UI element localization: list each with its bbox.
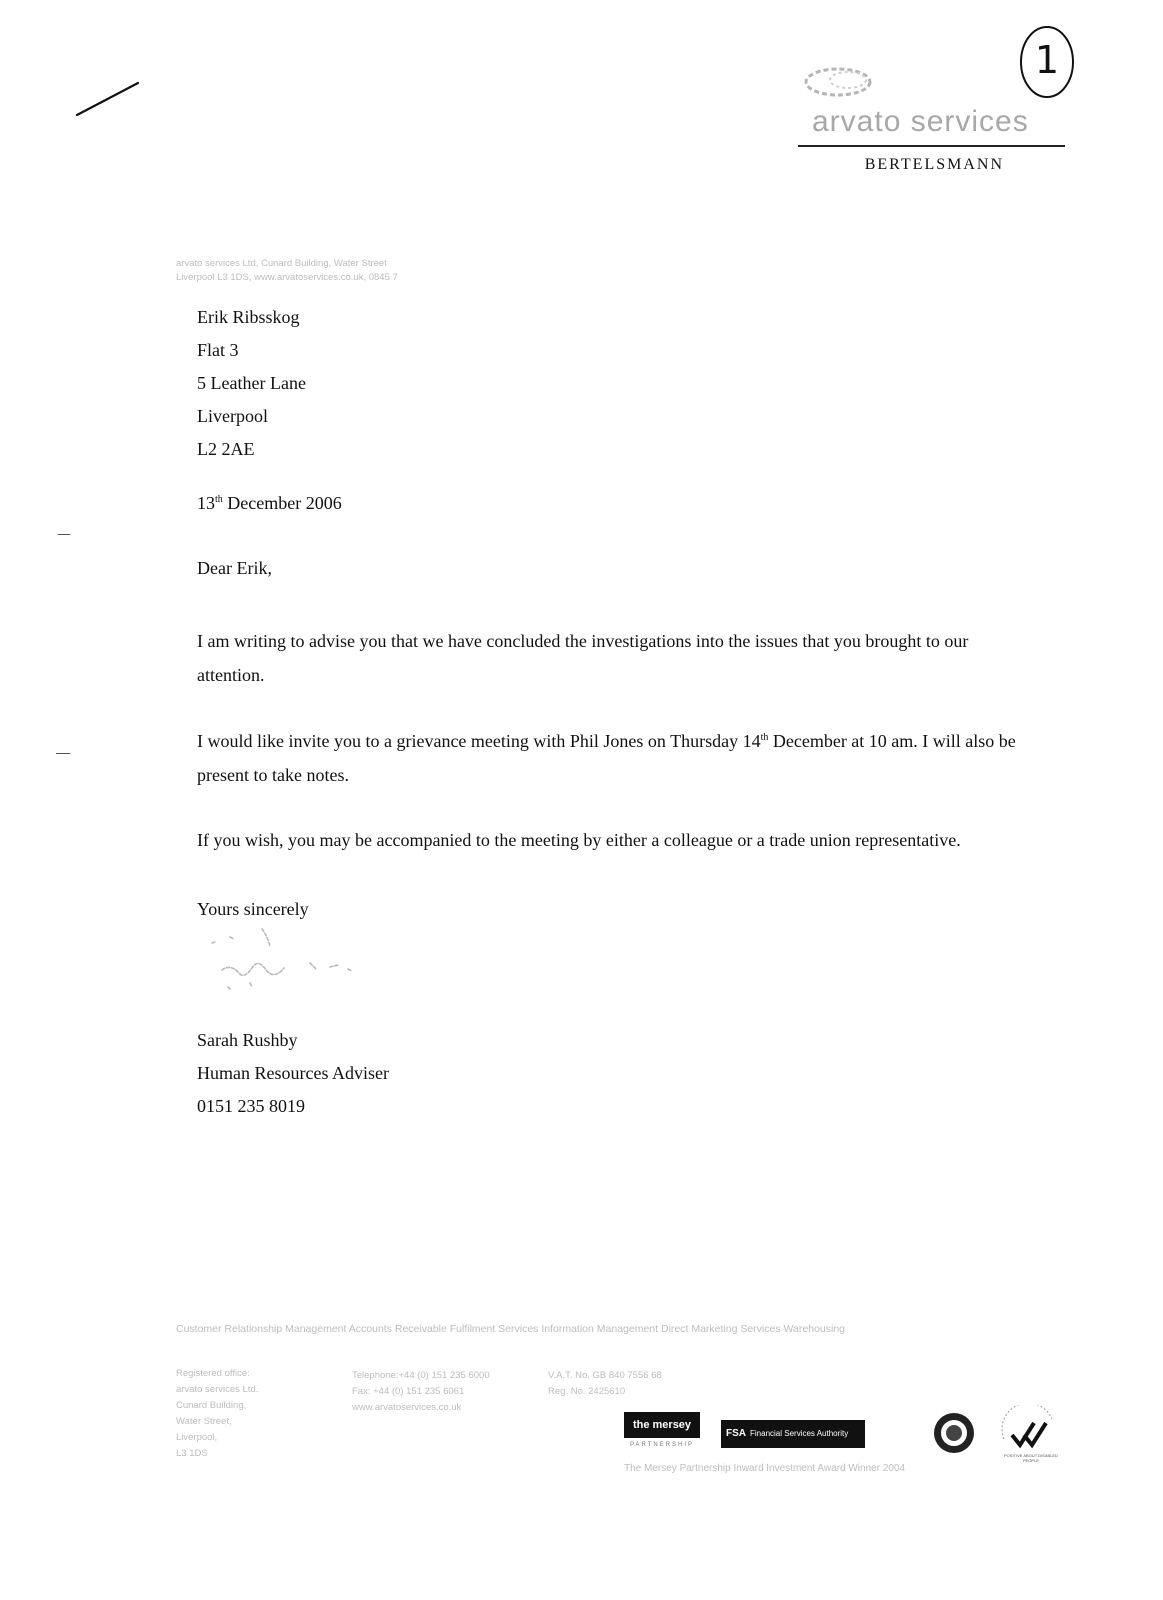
registered-office-line: arvato services Ltd. bbox=[176, 1384, 259, 1395]
company-logo bbox=[798, 58, 1066, 180]
recipient-address-line-1: Flat 3 bbox=[197, 340, 239, 360]
signatory-phone: 0151 235 8019 bbox=[197, 1096, 305, 1116]
footer-vat-number: V.A.T. No. GB 840 7556 68 bbox=[548, 1370, 662, 1381]
registered-office-line: Water Street, bbox=[176, 1416, 232, 1427]
body-paragraph-1: I am writing to advise you that we have concluded the investigations into the issues that you brought to our attention. bbox=[197, 631, 969, 685]
footer-contact-block bbox=[352, 1368, 490, 1416]
registered-office-block bbox=[176, 1366, 258, 1462]
accreditation-seal-icon bbox=[932, 1411, 976, 1455]
sender-address-line-1: arvato services Ltd, Cunard Building, Water Street bbox=[176, 258, 387, 269]
award-caption: The Mersey Partnership Inward Investment Award Winner 2004 bbox=[624, 1463, 906, 1474]
letter-date: 13th December 2006 bbox=[197, 493, 342, 513]
signatory-title: Human Resources Adviser bbox=[197, 1063, 389, 1083]
header-rule bbox=[798, 145, 1065, 147]
sender-address-line-2: Liverpool L3 1DS, www.arvatoservices.co.uk, 0845 7 bbox=[176, 272, 398, 283]
recipient-postcode: L2 2AE bbox=[197, 439, 255, 459]
salutation: Dear Erik, bbox=[197, 558, 272, 578]
closing: Yours sincerely bbox=[197, 899, 309, 919]
registered-office-line: Liverpool, bbox=[176, 1432, 218, 1443]
recipient-name: Erik Ribsskog bbox=[197, 307, 300, 327]
margin-tick bbox=[56, 753, 70, 754]
registered-office-line: L3 1DS bbox=[176, 1448, 208, 1459]
footer-registration-number: Reg. No. 2425610 bbox=[548, 1386, 626, 1397]
registered-office-line: Cunard Building, bbox=[176, 1400, 247, 1411]
recipient-address-line-2: 5 Leather Lane bbox=[197, 373, 306, 393]
registered-office-line: Registered office: bbox=[176, 1368, 250, 1379]
signatory-name: Sarah Rushby bbox=[197, 1030, 298, 1050]
body-paragraph-2: I would like invite you to a grievance meeting with Phil Jones on Thursday 14th December at 10 am. I will also be present to take notes. bbox=[197, 731, 1016, 785]
footer-services-strip: Customer Relationship Management Accounts Receivable Fulfilment Services Information Management Direct Marketing Services Warehousing bbox=[176, 1323, 845, 1335]
company-name: BERTELSMANN bbox=[864, 156, 1004, 173]
footer-website: www.arvatoservices.co.uk bbox=[352, 1402, 462, 1413]
arvato-swirl-icon bbox=[798, 58, 888, 104]
body-paragraph-3: If you wish, you may be accompanied to the meeting by either a colleague or a trade union representative. bbox=[197, 830, 961, 850]
fsa-logo: FSA Financial Services Authority bbox=[721, 1420, 865, 1448]
positive-about-disabled-people-logo: POSITIVE ABOUT DISABLED PEOPLE bbox=[998, 1405, 1062, 1467]
brand-wordmark: arvato services bbox=[812, 105, 1029, 138]
footer-telephone: Telephone:+44 (0) 151 235 6000 bbox=[352, 1370, 490, 1381]
recipient-city: Liverpool bbox=[197, 406, 268, 426]
footer-fax: Fax: +44 (0) 151 235 6061 bbox=[352, 1386, 465, 1397]
pen-stroke-mark bbox=[70, 75, 145, 120]
mersey-partnership-logo: the mersey PARTNERSHIP bbox=[624, 1412, 700, 1448]
margin-tick bbox=[58, 534, 70, 535]
page-number-mark: 1 bbox=[1018, 24, 1076, 100]
handwritten-signature bbox=[200, 925, 370, 1005]
footer-registration-block bbox=[548, 1368, 662, 1400]
